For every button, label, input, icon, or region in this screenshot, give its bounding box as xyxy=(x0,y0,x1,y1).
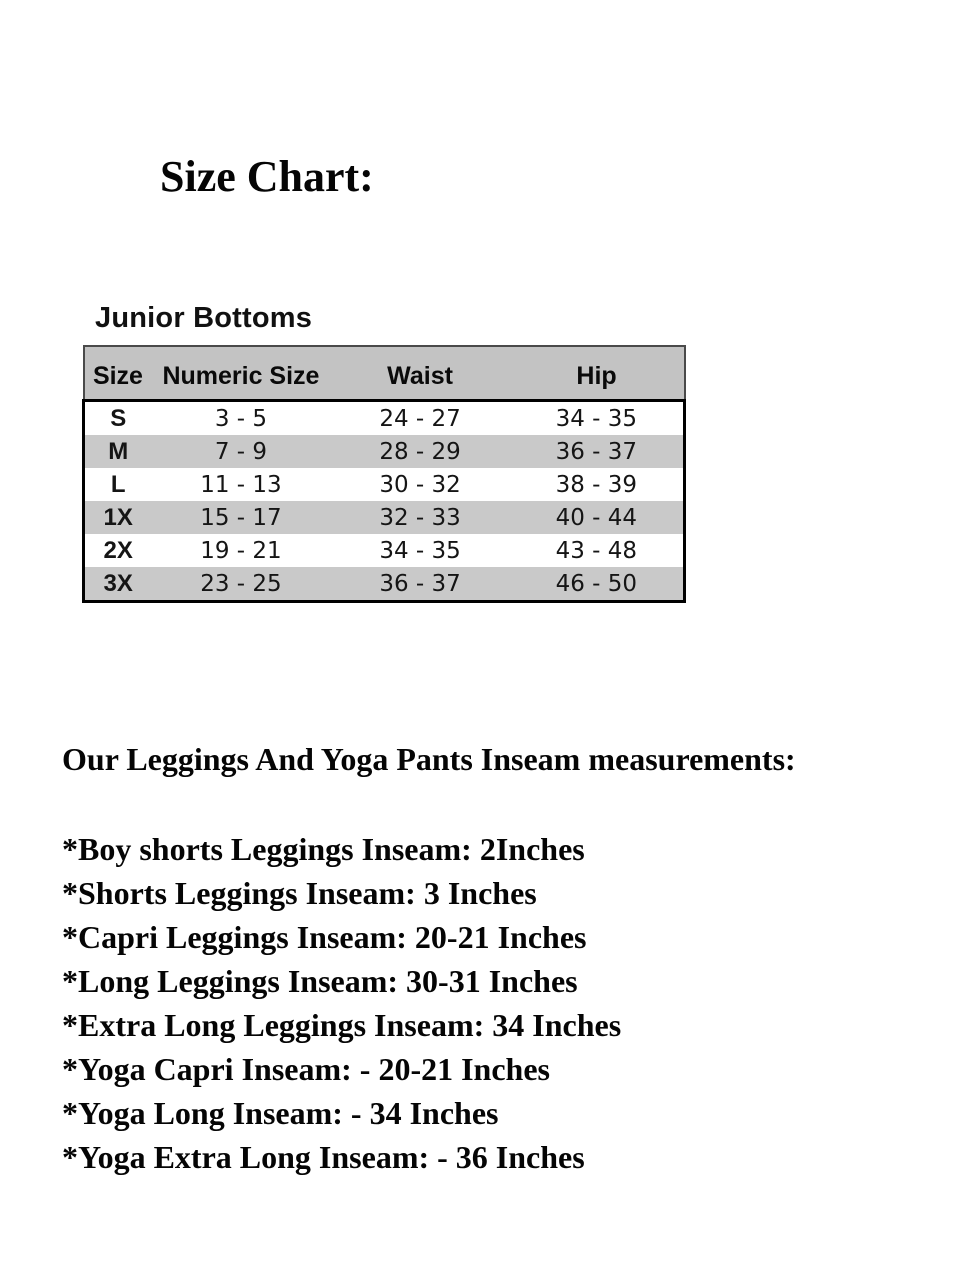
cell-numeric-size: 23 - 25 xyxy=(200,570,282,597)
cell-size: 1X xyxy=(103,503,133,531)
cell-numeric-size: 11 - 13 xyxy=(200,471,282,498)
inseam-item: *Yoga Capri Inseam: - 20-21 Inches xyxy=(62,1051,550,1087)
table-row xyxy=(84,501,685,534)
cell-hip: 46 - 50 xyxy=(555,570,638,597)
inseam-items-list xyxy=(62,827,922,1179)
table-row xyxy=(84,534,685,567)
page-title: Size Chart: xyxy=(160,152,374,201)
cell-numeric-size: 19 - 21 xyxy=(200,537,282,564)
junior-bottoms-heading: Junior Bottoms xyxy=(95,302,313,334)
table-row xyxy=(84,435,685,468)
column-header-waist: Waist xyxy=(387,362,453,390)
inseam-item: *Capri Leggings Inseam: 20-21 Inches xyxy=(62,919,587,955)
cell-hip: 38 - 39 xyxy=(555,471,638,498)
cell-hip: 36 - 37 xyxy=(555,438,638,465)
cell-size: L xyxy=(110,470,126,498)
inseam-heading: Our Leggings And Yoga Pants Inseam measurements: xyxy=(62,741,796,777)
column-header-hip: Hip xyxy=(576,362,617,390)
table-header-row xyxy=(84,346,685,401)
inseam-item: *Extra Long Leggings Inseam: 34 Inches xyxy=(62,1007,622,1043)
table-row xyxy=(84,401,685,436)
cell-waist: 28 - 29 xyxy=(379,438,461,465)
inseam-item: *Long Leggings Inseam: 30-31 Inches xyxy=(62,963,578,999)
cell-hip: 34 - 35 xyxy=(555,405,638,432)
cell-hip: 43 - 48 xyxy=(555,537,638,564)
cell-waist: 36 - 37 xyxy=(379,570,461,597)
cell-waist: 34 - 35 xyxy=(379,537,461,564)
table-row xyxy=(84,468,685,501)
table-row xyxy=(84,567,685,602)
cell-hip: 40 - 44 xyxy=(555,504,638,531)
inseam-item: *Yoga Extra Long Inseam: - 36 Inches xyxy=(62,1139,585,1175)
inseam-item: *Shorts Leggings Inseam: 3 Inches xyxy=(62,875,537,911)
cell-size: S xyxy=(110,404,127,432)
cell-numeric-size: 3 - 5 xyxy=(214,405,268,432)
inseam-item: *Yoga Long Inseam: - 34 Inches xyxy=(62,1095,499,1131)
column-header-numeric-size: Numeric Size xyxy=(162,362,320,390)
cell-size: M xyxy=(108,437,129,465)
cell-waist: 24 - 27 xyxy=(379,405,461,432)
cell-waist: 32 - 33 xyxy=(379,504,461,531)
cell-size: 2X xyxy=(103,536,133,564)
size-chart-table xyxy=(82,345,686,603)
inseam-measurements-section xyxy=(62,737,922,1179)
cell-waist: 30 - 32 xyxy=(379,471,461,498)
cell-numeric-size: 7 - 9 xyxy=(214,438,268,465)
inseam-item: *Boy shorts Leggings Inseam: 2Inches xyxy=(62,831,585,867)
cell-numeric-size: 15 - 17 xyxy=(200,504,282,531)
column-header-size: Size xyxy=(92,362,143,390)
cell-size: 3X xyxy=(103,569,133,597)
